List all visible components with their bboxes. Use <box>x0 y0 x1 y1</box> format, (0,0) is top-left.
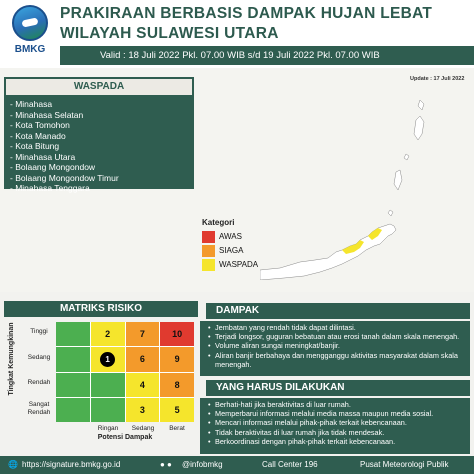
dampak-panel <box>200 321 470 376</box>
list-item: • Jembatan yang rendah tidak dapat dilintasi. <box>208 323 464 332</box>
matrix-cell <box>56 347 90 371</box>
swatch-waspada <box>202 259 215 271</box>
y-axis-label: Tingkat Kemungkinan <box>8 322 15 396</box>
matrix-cell <box>91 347 125 371</box>
website-link[interactable]: https://signature.bmkg.go.id <box>22 460 121 469</box>
matrix-cell: 10 <box>160 322 194 346</box>
matrix-cell: 8 <box>160 373 194 397</box>
list-item: - Kota Bitung <box>10 141 60 151</box>
waspada-panel <box>4 77 194 193</box>
matrix-cell <box>91 398 125 422</box>
list-item: - Minahasa Selatan <box>10 109 84 120</box>
risk-matrix-title: MATRIKS RISIKO <box>4 301 198 317</box>
social-icons: ● ● <box>160 460 172 469</box>
globe-icon: 🌐 <box>8 460 18 469</box>
dampak-list <box>208 323 464 369</box>
matrix-cell <box>56 398 90 422</box>
list-item: • Berkoordinasi dengan pihak-pihak terkait kebencanaan. <box>208 437 464 446</box>
list-item: • Volume aliran sungai meningkat/banjir. <box>208 341 464 350</box>
x-axis-label: Potensi Dampak <box>97 434 153 441</box>
legend-title: Kategori <box>202 218 235 227</box>
update-date: Update : 17 Juli 2022 <box>410 76 465 82</box>
waspada-title: WASPADA <box>6 79 192 95</box>
swatch-siaga <box>202 245 215 257</box>
call-center: Call Center 196 <box>262 460 318 469</box>
list-item: - Kota Tomohon <box>10 120 70 130</box>
list-item: • Tidak beraktivitas di luar rumah jika tidak mendesak. <box>208 428 464 437</box>
list-item: - Bolaang Mongondow <box>10 162 96 172</box>
title-line-2: WILAYAH SULAWESI UTARA <box>60 25 279 42</box>
island-small-2 <box>388 210 393 216</box>
matrix-cell: 4 <box>126 373 160 397</box>
col-label-ringan: Ringan <box>97 425 119 432</box>
valid-period: Valid : 18 Juli 2022 Pkl. 07.00 WIB s/d 19 Juli 2022 Pkl. 07.00 WIB <box>60 46 474 65</box>
north-sulawesi-map <box>260 100 474 280</box>
legend-label: AWAS <box>219 232 242 241</box>
matrix-cell: 7 <box>126 322 160 346</box>
legend-item-siaga <box>202 244 258 257</box>
col-label-berat: Berat <box>169 425 185 432</box>
list-item: • Berhati-hati jika beraktivitas di luar rumah. <box>208 400 464 409</box>
list-item: • Memperbarui informasi melalui media massa maupun media sosial. <box>208 409 464 418</box>
bmkg-logo-icon <box>12 5 48 41</box>
swatch-awas <box>202 231 215 243</box>
organization: Pusat Meteorologi Publik <box>360 460 449 469</box>
matrix-cell: 2 <box>91 322 125 346</box>
lakukan-panel <box>200 398 470 454</box>
col-label-sedang: Sedang <box>131 425 155 432</box>
logo-text: BMKG <box>14 44 46 55</box>
row-label-sedang: Sedang <box>27 354 51 361</box>
legend-item-awas <box>202 230 258 243</box>
list-item: - Kota Manado <box>10 130 66 141</box>
current-risk-marker: 1 <box>100 352 115 367</box>
row-label-sangat-rendah: Sangat Rendah <box>27 401 51 416</box>
matrix-cell <box>56 322 90 346</box>
island-north-1 <box>414 116 424 140</box>
island-north-2 <box>418 100 424 110</box>
matrix-cell: 3 <box>126 398 160 422</box>
row-label-tinggi: Tinggi <box>30 328 48 335</box>
lakukan-title: YANG HARUS DILAKUKAN <box>206 380 470 396</box>
legend-item-waspada <box>202 258 258 271</box>
matrix-cell <box>91 373 125 397</box>
page-title <box>60 4 432 44</box>
list-item: • Mencari informasi melalui pihak-pihak terkait kebencanaan. <box>208 418 464 427</box>
list-item: - Minahasa Utara <box>10 151 76 162</box>
list-item: - Minahasa <box>10 99 53 109</box>
waspada-list <box>4 97 194 196</box>
list-item: - Minahasa Tenggara <box>10 183 90 193</box>
matrix-cell: 9 <box>160 347 194 371</box>
matrix-cell <box>56 373 90 397</box>
island-small-1 <box>404 154 409 160</box>
legend-label: SIAGA <box>219 246 244 255</box>
row-label-rendah: Rendah <box>27 379 51 386</box>
risk-matrix-grid <box>56 322 194 422</box>
lakukan-list <box>208 400 464 446</box>
category-legend <box>202 218 258 272</box>
island-middle <box>394 170 402 190</box>
social-handle[interactable]: @infobmkg <box>182 460 223 469</box>
list-item: • Terjadi longsor, guguran bebatuan atau erosi tanah dalam skala menengah. <box>208 332 464 341</box>
legend-label: WASPADA <box>219 260 259 269</box>
bmkg-logo <box>6 3 54 59</box>
dampak-title: DAMPAK <box>206 303 470 319</box>
list-item: • Aliran banjir berbahaya dan mengganggu aktivitas masyarakat dalam skala menengah. <box>208 351 464 369</box>
footer <box>0 456 474 474</box>
title-line-1: PRAKIRAAN BERBASIS DAMPAK HUJAN LEBAT <box>60 5 433 22</box>
matrix-cell: 6 <box>126 347 160 371</box>
matrix-cell: 5 <box>160 398 194 422</box>
list-item: - Bolaang Mongondow Timur <box>10 172 119 183</box>
